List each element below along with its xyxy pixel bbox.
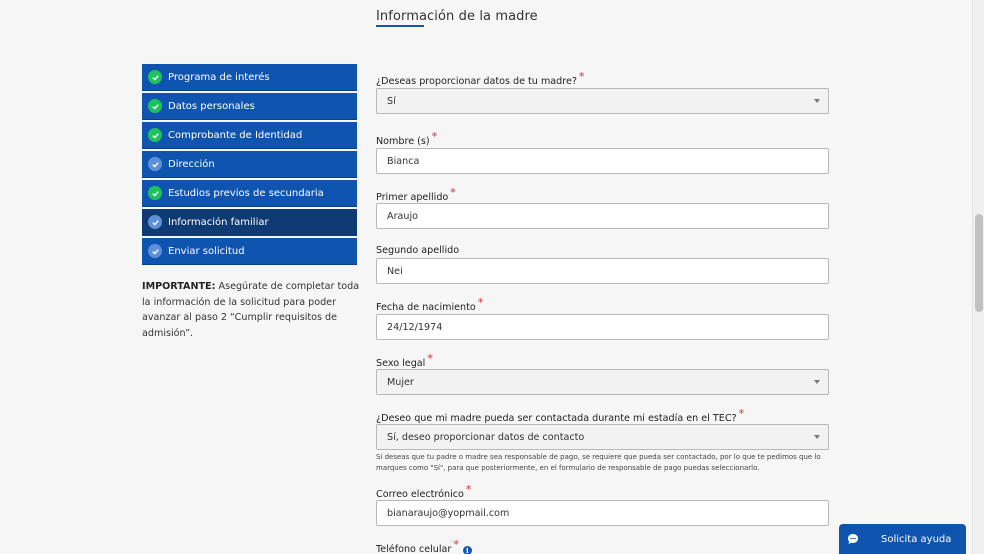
step-label: Información familiar	[168, 216, 269, 228]
required-marker: *	[578, 70, 585, 83]
important-label: IMPORTANTE:	[142, 281, 216, 292]
input-value: Araujo	[387, 210, 419, 222]
step-label: Programa de interés	[168, 71, 270, 83]
page-scrollbar[interactable]	[972, 0, 984, 554]
last-name-1-label: Primer apellido *	[376, 186, 456, 203]
select-value: Mujer	[387, 376, 414, 388]
birth-date-label: Fecha de nacimiento *	[376, 296, 484, 313]
contact-select[interactable]	[376, 424, 829, 450]
check-icon	[148, 244, 162, 258]
check-icon	[148, 128, 162, 142]
step-comprobante-de-identidad[interactable]	[142, 122, 357, 149]
check-icon	[148, 157, 162, 171]
help-button-label: Solicita ayuda	[881, 533, 952, 545]
check-icon	[148, 99, 162, 113]
birth-date-field[interactable]	[376, 314, 829, 340]
step-programa-de-interes[interactable]	[142, 64, 357, 91]
step-label: Datos personales	[168, 100, 255, 112]
required-marker: *	[477, 296, 484, 309]
required-marker: *	[450, 186, 456, 199]
steps-nav	[142, 64, 357, 267]
contact-label: ¿Deseo que mi madre pueda ser contactada durante mi estadía en el TEC? *	[376, 407, 745, 424]
email-field[interactable]	[376, 500, 829, 526]
contact-helper-text: Si deseas que tu padre o madre sea responsable de pago, se requiere que pueda ser contactado, por lo que te pedimos que lo marques como "Sí", para que posteriormente, en el formulario de responsable de pago puedas seleccionarlo.	[376, 453, 821, 472]
legal-sex-label: Sexo legal *	[376, 352, 433, 369]
input-value: 24/12/1974	[387, 321, 443, 333]
check-icon	[148, 186, 162, 200]
last-name-1-field[interactable]	[376, 203, 829, 229]
cell-phone-label: Teléfono celular * i	[376, 542, 472, 554]
step-direccion[interactable]	[142, 151, 357, 178]
important-note	[142, 279, 362, 341]
input-value: Bianca	[387, 155, 420, 167]
check-icon	[148, 70, 162, 84]
last-name-2-field[interactable]	[376, 258, 829, 284]
required-marker: *	[465, 483, 472, 496]
legal-sex-select[interactable]	[376, 369, 829, 395]
required-marker: *	[453, 538, 459, 551]
provide-data-select[interactable]	[376, 88, 829, 114]
step-datos-personales[interactable]	[142, 93, 357, 120]
chat-bubble-icon	[847, 533, 859, 545]
email-label: Correo electrónico *	[376, 483, 472, 500]
select-value: Sí, deseo proporcionar datos de contacto	[387, 431, 585, 443]
chevron-down-icon	[814, 435, 820, 439]
step-label: Dirección	[168, 158, 215, 170]
help-button[interactable]	[839, 524, 966, 554]
required-marker: *	[738, 407, 745, 420]
info-icon[interactable]: i	[463, 546, 472, 554]
scrollbar-thumb[interactable]	[975, 214, 983, 312]
input-value: Nei	[387, 265, 403, 277]
provide-data-label: ¿Deseas proporcionar datos de tu madre? *	[376, 70, 585, 87]
step-label: Estudios previos de secundaria	[168, 187, 324, 199]
first-name-field[interactable]	[376, 148, 829, 174]
step-label: Enviar solicitud	[168, 245, 245, 257]
step-informacion-familiar[interactable]	[142, 209, 357, 236]
input-value: bianaraujo@yopmail.com	[387, 507, 510, 519]
important-text: Asegúrate de completar toda la información de la solicitud para poder avanzar al paso 2 “Cumplir requisitos de admisión”.	[142, 281, 360, 339]
chevron-down-icon	[814, 380, 820, 384]
chevron-down-icon	[814, 99, 820, 103]
required-marker: *	[431, 130, 438, 143]
step-enviar-solicitud[interactable]	[142, 238, 357, 265]
required-marker: *	[427, 352, 433, 365]
step-estudios-previos[interactable]	[142, 180, 357, 207]
check-icon	[148, 215, 162, 229]
section-title: Información de la madre	[376, 9, 538, 24]
step-label: Comprobante de Identidad	[168, 129, 303, 141]
section-title-underline	[376, 25, 424, 27]
last-name-2-label: Segundo apellido	[376, 245, 460, 256]
select-value: Sí	[387, 95, 396, 107]
first-name-label: Nombre (s) *	[376, 130, 438, 147]
